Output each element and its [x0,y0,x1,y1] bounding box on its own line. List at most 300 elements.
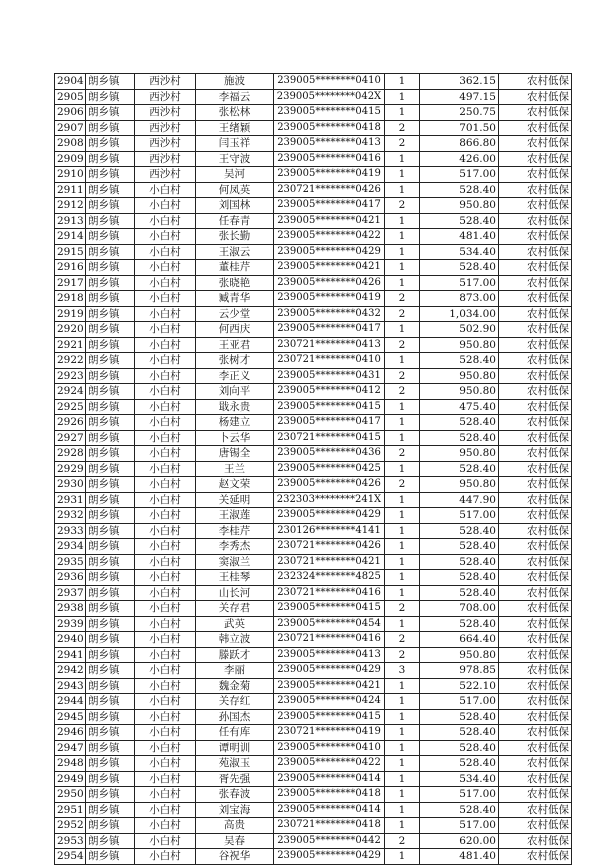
amount-cell: 528.40 [420,415,499,431]
town-cell: 朗乡镇 [86,663,135,679]
assistance-type-cell: 农村低保 [499,322,572,338]
amount-cell: 502.90 [420,322,499,338]
id-number-cell: 230126********4141 [274,523,385,539]
id-number-cell: 239005********0419 [274,167,385,183]
household-count-cell: 2 [385,632,420,648]
town-cell: 朗乡镇 [86,213,135,229]
name-cell: 李桂芹 [196,523,274,539]
household-count-cell: 1 [385,167,420,183]
table-row [55,120,572,136]
household-count-cell: 2 [385,601,420,617]
table-row [55,802,572,818]
name-cell: 任春青 [196,213,274,229]
town-cell: 朗乡镇 [86,291,135,307]
assistance-type-cell: 农村低保 [499,461,572,477]
row-number: 2928 [55,446,86,462]
table-row [55,74,572,90]
town-cell: 朗乡镇 [86,477,135,493]
town-cell: 朗乡镇 [86,74,135,90]
household-count-cell: 1 [385,353,420,369]
household-count-cell: 1 [385,275,420,291]
amount-cell: 517.00 [420,787,499,803]
row-number: 2938 [55,601,86,617]
assistance-type-cell: 农村低保 [499,120,572,136]
name-cell: 李丽 [196,663,274,679]
table-row [55,337,572,353]
document-page [54,73,572,865]
name-cell: 刘国林 [196,198,274,214]
name-cell: 云少堂 [196,306,274,322]
row-number: 2908 [55,136,86,152]
amount-cell: 528.40 [420,585,499,601]
name-cell: 卜云华 [196,430,274,446]
village-cell: 小白村 [135,260,196,276]
assistance-type-cell: 农村低保 [499,802,572,818]
assistance-type-cell: 农村低保 [499,89,572,105]
assistance-type-cell: 农村低保 [499,570,572,586]
town-cell: 朗乡镇 [86,725,135,741]
table-row [55,601,572,617]
assistance-type-cell: 农村低保 [499,291,572,307]
assistance-type-cell: 农村低保 [499,616,572,632]
town-cell: 朗乡镇 [86,275,135,291]
name-cell: 谭明训 [196,740,274,756]
household-count-cell: 1 [385,322,420,338]
table-row [55,554,572,570]
amount-cell: 528.40 [420,182,499,198]
village-cell: 小白村 [135,756,196,772]
assistance-type-cell: 农村低保 [499,399,572,415]
assistance-type-cell: 农村低保 [499,244,572,260]
table-row [55,399,572,415]
row-number: 2945 [55,709,86,725]
town-cell: 朗乡镇 [86,616,135,632]
household-count-cell: 1 [385,849,420,865]
household-count-cell: 1 [385,802,420,818]
amount-cell: 522.10 [420,678,499,694]
assistance-type-cell: 农村低保 [499,167,572,183]
table-row [55,663,572,679]
village-cell: 小白村 [135,570,196,586]
id-number-cell: 239005********0426 [274,477,385,493]
household-count-cell: 1 [385,539,420,555]
name-cell: 窦淑兰 [196,554,274,570]
household-count-cell: 1 [385,818,420,834]
household-count-cell: 2 [385,291,420,307]
village-cell: 西沙村 [135,167,196,183]
name-cell: 张树才 [196,353,274,369]
table-row [55,275,572,291]
amount-cell: 950.80 [420,446,499,462]
town-cell: 朗乡镇 [86,151,135,167]
household-count-cell: 1 [385,213,420,229]
village-cell: 小白村 [135,322,196,338]
assistance-type-cell: 农村低保 [499,709,572,725]
table-row [55,415,572,431]
table-row [55,353,572,369]
row-number: 2924 [55,384,86,400]
household-count-cell: 1 [385,461,420,477]
village-cell: 小白村 [135,632,196,648]
amount-cell: 528.40 [420,539,499,555]
row-number: 2919 [55,306,86,322]
amount-cell: 534.40 [420,244,499,260]
id-number-cell: 239005********0418 [274,120,385,136]
household-count-cell: 3 [385,663,420,679]
household-count-cell: 1 [385,492,420,508]
name-cell: 张晓艳 [196,275,274,291]
amount-cell: 664.40 [420,632,499,648]
row-number: 2929 [55,461,86,477]
village-cell: 小白村 [135,694,196,710]
name-cell: 闫玉祥 [196,136,274,152]
town-cell: 朗乡镇 [86,508,135,524]
id-number-cell: 239005********0436 [274,446,385,462]
town-cell: 朗乡镇 [86,601,135,617]
id-number-cell: 239005********0410 [274,740,385,756]
id-number-cell: 239005********0425 [274,461,385,477]
village-cell: 小白村 [135,446,196,462]
town-cell: 朗乡镇 [86,229,135,245]
id-number-cell: 239005********0429 [274,244,385,260]
table-row [55,306,572,322]
table-row [55,833,572,849]
household-count-cell: 1 [385,616,420,632]
name-cell: 王兰 [196,461,274,477]
village-cell: 小白村 [135,337,196,353]
name-cell: 李正义 [196,368,274,384]
name-cell: 戢永贵 [196,399,274,415]
village-cell: 小白村 [135,353,196,369]
village-cell: 西沙村 [135,89,196,105]
assistance-type-cell: 农村低保 [499,368,572,384]
table-row [55,508,572,524]
amount-cell: 866.80 [420,136,499,152]
village-cell: 西沙村 [135,151,196,167]
assistance-type-cell: 农村低保 [499,136,572,152]
village-cell: 小白村 [135,275,196,291]
row-number: 2915 [55,244,86,260]
household-count-cell: 1 [385,430,420,446]
row-number: 2944 [55,694,86,710]
assistance-type-cell: 农村低保 [499,446,572,462]
id-number-cell: 239005********0419 [274,291,385,307]
name-cell: 李秀杰 [196,539,274,555]
amount-cell: 517.00 [420,167,499,183]
table-row [55,229,572,245]
assistance-type-cell: 农村低保 [499,198,572,214]
table-row [55,384,572,400]
village-cell: 小白村 [135,802,196,818]
household-count-cell: 1 [385,554,420,570]
town-cell: 朗乡镇 [86,539,135,555]
row-number: 2947 [55,740,86,756]
row-number: 2940 [55,632,86,648]
id-number-cell: 239005********0424 [274,694,385,710]
id-number-cell: 239005********0415 [274,601,385,617]
assistance-type-cell: 农村低保 [499,105,572,121]
assistance-type-cell: 农村低保 [499,492,572,508]
table-row [55,694,572,710]
assistance-type-cell: 农村低保 [499,539,572,555]
assistance-type-cell: 农村低保 [499,477,572,493]
id-number-cell: 232324********4825 [274,570,385,586]
table-row [55,182,572,198]
name-cell: 吴河 [196,167,274,183]
id-number-cell: 239005********0422 [274,756,385,772]
table-row [55,430,572,446]
assistance-type-cell: 农村低保 [499,694,572,710]
row-number: 2923 [55,368,86,384]
amount-cell: 475.40 [420,399,499,415]
town-cell: 朗乡镇 [86,167,135,183]
assistance-type-cell: 农村低保 [499,725,572,741]
town-cell: 朗乡镇 [86,585,135,601]
village-cell: 小白村 [135,601,196,617]
table-row [55,446,572,462]
town-cell: 朗乡镇 [86,523,135,539]
name-cell: 吴春 [196,833,274,849]
town-cell: 朗乡镇 [86,105,135,121]
village-cell: 小白村 [135,368,196,384]
village-cell: 小白村 [135,833,196,849]
household-count-cell: 1 [385,182,420,198]
row-number: 2914 [55,229,86,245]
table-row [55,492,572,508]
id-number-cell: 230721********0416 [274,585,385,601]
table-row [55,523,572,539]
name-cell: 关存君 [196,601,274,617]
row-number: 2918 [55,291,86,307]
amount-cell: 528.40 [420,616,499,632]
amount-cell: 528.40 [420,709,499,725]
household-count-cell: 1 [385,756,420,772]
id-number-cell: 239005********0432 [274,306,385,322]
id-number-cell: 239005********0421 [274,213,385,229]
town-cell: 朗乡镇 [86,368,135,384]
name-cell: 关延明 [196,492,274,508]
amount-cell: 534.40 [420,771,499,787]
town-cell: 朗乡镇 [86,415,135,431]
village-cell: 小白村 [135,229,196,245]
village-cell: 小白村 [135,523,196,539]
row-number: 2937 [55,585,86,601]
id-number-cell: 239005********0417 [274,415,385,431]
table-row [55,756,572,772]
assistance-type-cell: 农村低保 [499,647,572,663]
household-count-cell: 2 [385,136,420,152]
table-row [55,260,572,276]
row-number: 2953 [55,833,86,849]
amount-cell: 528.40 [420,570,499,586]
amount-cell: 528.40 [420,802,499,818]
row-number: 2931 [55,492,86,508]
id-number-cell: 239005********0418 [274,787,385,803]
household-count-cell: 1 [385,229,420,245]
town-cell: 朗乡镇 [86,446,135,462]
table-row [55,818,572,834]
town-cell: 朗乡镇 [86,818,135,834]
amount-cell: 978.85 [420,663,499,679]
id-number-cell: 239005********0417 [274,322,385,338]
name-cell: 任有库 [196,725,274,741]
household-count-cell: 1 [385,415,420,431]
assistance-type-cell: 农村低保 [499,337,572,353]
row-number: 2906 [55,105,86,121]
town-cell: 朗乡镇 [86,632,135,648]
village-cell: 西沙村 [135,120,196,136]
table-row [55,725,572,741]
amount-cell: 250.75 [420,105,499,121]
household-count-cell: 1 [385,399,420,415]
table-row [55,368,572,384]
id-number-cell: 239005********0412 [274,384,385,400]
household-count-cell: 1 [385,740,420,756]
row-number: 2934 [55,539,86,555]
name-cell: 王绪颖 [196,120,274,136]
table-row [55,291,572,307]
village-cell: 小白村 [135,709,196,725]
name-cell: 山长河 [196,585,274,601]
assistance-type-cell: 农村低保 [499,818,572,834]
town-cell: 朗乡镇 [86,678,135,694]
amount-cell: 481.40 [420,229,499,245]
assistance-type-cell: 农村低保 [499,151,572,167]
name-cell: 苑淑玉 [196,756,274,772]
row-number: 2925 [55,399,86,415]
village-cell: 小白村 [135,554,196,570]
id-number-cell: 239005********0429 [274,849,385,865]
table-row [55,585,572,601]
assistance-type-cell: 农村低保 [499,601,572,617]
village-cell: 小白村 [135,461,196,477]
name-cell: 滕跃才 [196,647,274,663]
name-cell: 李福云 [196,89,274,105]
amount-cell: 708.00 [420,601,499,617]
village-cell: 小白村 [135,787,196,803]
assistance-type-cell: 农村低保 [499,585,572,601]
row-number: 2916 [55,260,86,276]
name-cell: 韩立波 [196,632,274,648]
household-count-cell: 1 [385,678,420,694]
amount-cell: 950.80 [420,477,499,493]
household-count-cell: 1 [385,725,420,741]
assistance-type-cell: 农村低保 [499,182,572,198]
household-count-cell: 1 [385,787,420,803]
name-cell: 王淑云 [196,244,274,260]
assistance-type-cell: 农村低保 [499,554,572,570]
name-cell: 魏金菊 [196,678,274,694]
id-number-cell: 239005********0431 [274,368,385,384]
roster-body [55,74,572,865]
row-number: 2933 [55,523,86,539]
id-number-cell: 239005********042X [274,89,385,105]
town-cell: 朗乡镇 [86,554,135,570]
town-cell: 朗乡镇 [86,353,135,369]
row-number: 2936 [55,570,86,586]
assistance-type-cell: 农村低保 [499,663,572,679]
town-cell: 朗乡镇 [86,399,135,415]
row-number: 2913 [55,213,86,229]
name-cell: 孙国杰 [196,709,274,725]
row-number: 2952 [55,818,86,834]
household-count-cell: 2 [385,198,420,214]
row-number: 2905 [55,89,86,105]
town-cell: 朗乡镇 [86,787,135,803]
table-row [55,198,572,214]
table-row [55,167,572,183]
town-cell: 朗乡镇 [86,771,135,787]
assistance-type-cell: 农村低保 [499,756,572,772]
amount-cell: 517.00 [420,275,499,291]
row-number: 2917 [55,275,86,291]
id-number-cell: 230721********0416 [274,632,385,648]
amount-cell: 950.80 [420,384,499,400]
row-number: 2927 [55,430,86,446]
id-number-cell: 239005********0413 [274,136,385,152]
assistance-type-cell: 农村低保 [499,74,572,90]
name-cell: 刘向平 [196,384,274,400]
village-cell: 小白村 [135,244,196,260]
amount-cell: 517.00 [420,694,499,710]
amount-cell: 528.40 [420,213,499,229]
row-number: 2942 [55,663,86,679]
name-cell: 张长勤 [196,229,274,245]
row-number: 2948 [55,756,86,772]
row-number: 2951 [55,802,86,818]
town-cell: 朗乡镇 [86,244,135,260]
id-number-cell: 230721********0426 [274,539,385,555]
assistance-type-cell: 农村低保 [499,229,572,245]
amount-cell: 528.40 [420,260,499,276]
amount-cell: 701.50 [420,120,499,136]
town-cell: 朗乡镇 [86,570,135,586]
village-cell: 小白村 [135,415,196,431]
village-cell: 小白村 [135,477,196,493]
table-row [55,849,572,865]
table-row [55,477,572,493]
table-row [55,105,572,121]
row-number: 2939 [55,616,86,632]
town-cell: 朗乡镇 [86,492,135,508]
table-row [55,647,572,663]
amount-cell: 481.40 [420,849,499,865]
amount-cell: 447.90 [420,492,499,508]
amount-cell: 950.80 [420,368,499,384]
amount-cell: 528.40 [420,740,499,756]
household-count-cell: 1 [385,508,420,524]
village-cell: 西沙村 [135,136,196,152]
town-cell: 朗乡镇 [86,337,135,353]
amount-cell: 528.40 [420,461,499,477]
household-count-cell: 1 [385,709,420,725]
row-number: 2949 [55,771,86,787]
amount-cell: 517.00 [420,508,499,524]
assistance-type-cell: 农村低保 [499,353,572,369]
id-number-cell: 239005********0426 [274,275,385,291]
assistance-type-cell: 农村低保 [499,632,572,648]
name-cell: 杨建立 [196,415,274,431]
row-number: 2907 [55,120,86,136]
id-number-cell: 239005********0413 [274,647,385,663]
household-count-cell: 1 [385,585,420,601]
row-number: 2910 [55,167,86,183]
household-count-cell: 1 [385,523,420,539]
village-cell: 小白村 [135,663,196,679]
amount-cell: 1,034.00 [420,306,499,322]
assistance-type-cell: 农村低保 [499,787,572,803]
amount-cell: 528.40 [420,725,499,741]
